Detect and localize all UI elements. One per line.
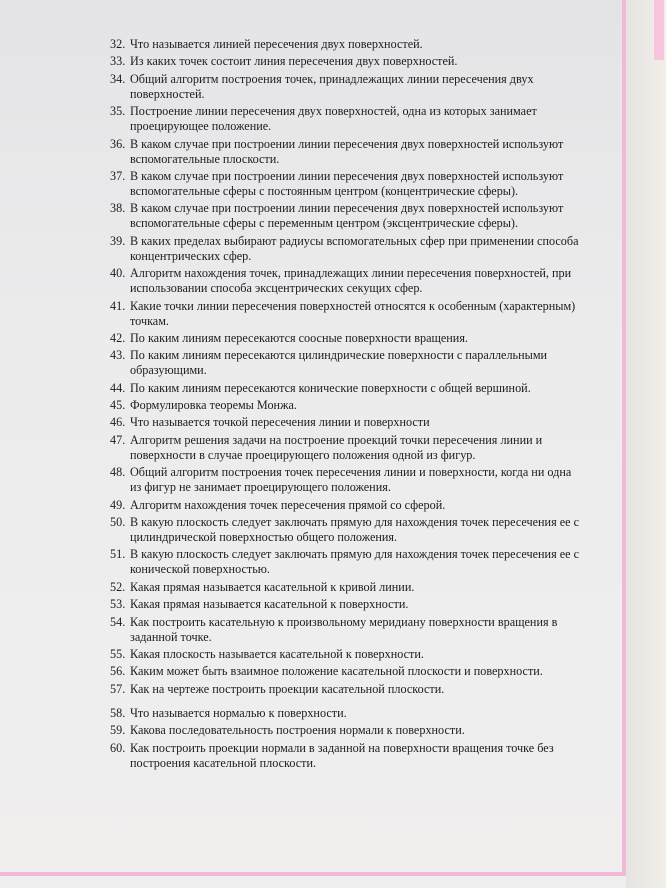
question-text: Каким может быть взаимное положение касательной плоскости и поверхности. [130,664,543,679]
question-item [110,664,580,679]
question-text: Общий алгоритм построения точек пересечения линии и поверхности, когда ни одна из фигур не занимает проецирующего положения. [130,465,572,495]
question-text: В какую плоскость следует заключать прямую для нахождения точек пересечения ее с цилиндрической поверхностью общего положения. [130,515,580,545]
question-text: Общий алгоритм построения точек, принадлежащих линии пересечения двух поверхностей. [130,71,534,101]
question-text: Что называется точкой пересечения линии и поверхности [130,415,430,430]
question-text: Построение линии пересечения двух поверхностей, одна из которых занимает проецирующее положение. [130,104,537,134]
question-text: В каком случае при построении линии пересечения двух поверхностей используют вспомогательные сферы с постоянным центром (концентрические сферы). [130,168,564,198]
question-item [110,266,580,296]
question-item [110,381,580,396]
question-text: Какая прямая называется касательной к кривой линии. [130,579,415,594]
question-text: Как на чертеже построить проекции касательной плоскости. [130,681,445,696]
question-text: Что называется линией пересечения двух поверхностей. [130,37,423,51]
question-item [110,597,580,612]
pink-border-right [622,0,626,874]
question-item [110,723,580,738]
question-text: Алгоритм нахождения точек, принадлежащих линии пересечения поверхностей, при использовании способа эксцентрических секущих сфер. [130,266,572,296]
question-text: В каком случае при построении линии пересечения двух поверхностей используют вспомогательные сферы с переменным центром (эксцентрические сферы). [130,201,564,231]
question-number: 45. [110,398,126,413]
question-item [110,682,580,697]
question-item [110,706,580,721]
question-number: 37. [110,168,126,183]
question-text: Формулировка теоремы Монжа. [130,398,297,413]
question-number: 53. [110,597,126,612]
question-text: Из каких точек состоит линия пересечения двух поверхностей. [130,54,458,69]
question-item [110,104,580,134]
question-item [110,433,580,463]
question-item [110,54,580,69]
question-item [110,580,580,595]
question-text: Как построить касательную к произвольному меридиану поверхности вращения в заданной точке. [130,614,558,644]
question-number: 38. [110,201,126,216]
question-text: Какая прямая называется касательной к поверхности. [130,597,409,612]
question-text: Что называется нормалью к поверхности. [130,705,347,720]
question-text: Алгоритм нахождения точек пересечения прямой со сферой. [130,497,446,512]
question-item [110,299,580,329]
question-number: 35. [110,104,126,119]
question-item [110,72,580,102]
question-text: В каких пределах выбирают радиусы вспомогательных сфер при применении способа концентрических сфер. [130,233,579,263]
question-item [110,331,580,346]
question-number: 57. [110,681,126,696]
question-text: Как построить проекции нормали в заданной на поверхности вращения точке без построения касательной плоскости. [130,740,554,770]
question-text: По каким линиям пересекаются цилиндрические поверхности с параллельными образующими. [130,348,548,378]
question-item [110,615,580,645]
question-number: 52. [110,579,126,594]
question-item [110,515,580,545]
question-item [110,348,580,378]
question-item [110,647,580,662]
question-number: 54. [110,614,126,629]
question-number: 47. [110,432,126,447]
question-item [110,234,580,264]
question-number: 50. [110,515,126,530]
question-number: 51. [110,547,126,562]
question-item [110,415,580,430]
question-number: 34. [110,71,126,86]
question-number: 39. [110,233,126,248]
question-item [110,398,580,413]
question-number: 56. [110,664,126,679]
question-item [110,137,580,167]
question-number: 60. [110,740,126,755]
question-number: 41. [110,298,126,313]
question-item [110,201,580,231]
question-number: 33. [110,54,126,69]
question-text: В какую плоскость следует заключать прямую для нахождения точек пересечения ее с конической поверхностью. [130,547,580,577]
pink-edge-decoration [654,0,664,60]
question-item [110,547,580,577]
question-number: 46. [110,415,126,430]
question-list [110,37,580,773]
question-item [110,741,580,771]
background-band [626,0,666,888]
question-item [110,498,580,513]
question-number: 59. [110,723,126,738]
question-number: 40. [110,266,126,281]
question-number: 36. [110,136,126,151]
question-number: 48. [110,465,126,480]
question-number: 43. [110,348,126,363]
question-item [110,37,580,52]
question-number: 44. [110,380,126,395]
question-number: 42. [110,330,126,345]
pink-border-bottom [0,872,626,876]
question-number: 58. [110,705,126,720]
question-number: 49. [110,497,126,512]
question-text: Алгоритм решения задачи на построение проекций точки пересечения линии и поверхности в случае проецирующего положения одной из фигур. [130,432,543,462]
question-text: По каким линиям пересекаются конические поверхности с общей вершиной. [130,380,531,395]
question-text: По каким линиям пересекаются соосные поверхности вращения. [130,330,468,345]
question-text: В каком случае при построении линии пересечения двух поверхностей используют вспомогательные плоскости. [130,136,564,166]
question-number: 55. [110,646,126,661]
question-text: Какова последовательность построения нормали к поверхности. [130,723,465,738]
question-item [110,169,580,199]
question-text: Какая плоскость называется касательной к поверхности. [130,646,424,661]
question-text: Какие точки линии пересечения поверхностей относятся к особенным (характерным) точкам. [130,298,576,328]
question-number: 32. [110,37,126,51]
question-item [110,465,580,495]
